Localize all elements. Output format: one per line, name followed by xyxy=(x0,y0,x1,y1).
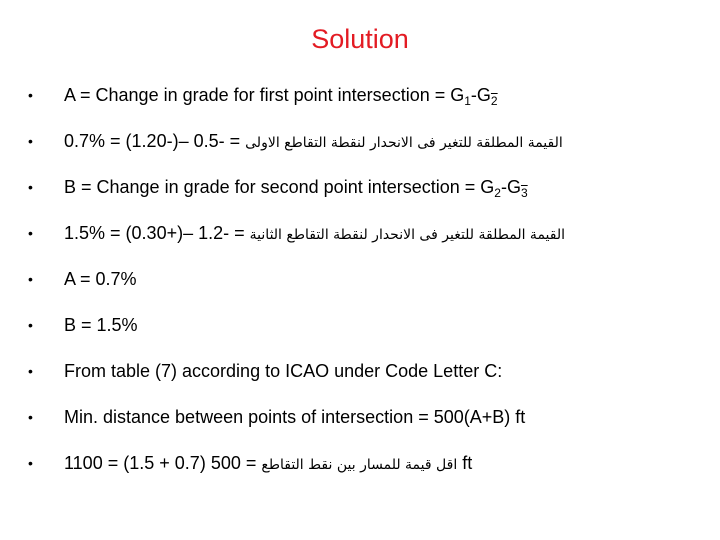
bullet-icon: • xyxy=(28,225,33,241)
bullet-icon: • xyxy=(28,363,33,379)
definition-text: -G xyxy=(500,177,521,197)
bullet-icon: • xyxy=(28,455,33,471)
slide-title: Solution xyxy=(311,24,409,54)
arabic-label: القيمة المطلقة للتغير فى الانحدار لنقطة التقاطع الثانية xyxy=(249,227,565,243)
subscript: 1 xyxy=(464,94,471,108)
bullet-icon: • xyxy=(28,87,33,103)
bullet-item-a-value xyxy=(28,262,708,308)
bullet-item-calc-a xyxy=(28,124,708,170)
bullet-icon: • xyxy=(28,179,33,195)
equation-text: = -1.2 –(+0.30) = 1.5% xyxy=(64,223,250,243)
subscript: 2 xyxy=(490,94,498,108)
bullet-list xyxy=(28,78,708,492)
subscript: 2 xyxy=(494,186,501,200)
bullet-item-final-result xyxy=(28,446,708,492)
bullet-text: A = 0.7% xyxy=(64,269,137,289)
definition-text: -G xyxy=(470,85,491,105)
bullet-text xyxy=(64,216,565,252)
definition-text: A = Change in grade for first point intersection = G xyxy=(64,85,465,105)
bullet-item-grade-change-b xyxy=(28,170,708,216)
bullet-item-table-reference xyxy=(28,354,708,400)
arabic-label: اقل قيمة للمسار بين نقط التقاطع xyxy=(261,457,458,473)
arabic-label: القيمة المطلقة للتغير فى الانحدار لنقطة التقاطع الاولى xyxy=(245,135,563,151)
bullet-text xyxy=(64,78,498,112)
bullet-icon: • xyxy=(28,409,33,425)
bullet-text: B = 1.5% xyxy=(64,315,138,335)
bullet-item-calc-b xyxy=(28,216,708,262)
equation-text: = 500 (0.7 + 1.5) = 1100 ft xyxy=(64,453,473,473)
definition-text: B = Change in grade for second point intersection = G xyxy=(64,177,495,197)
bullet-text: From table (7) according to ICAO under Code Letter C: xyxy=(64,361,503,381)
bullet-text xyxy=(64,170,528,204)
bullet-text xyxy=(64,124,563,160)
bullet-icon: • xyxy=(28,317,33,333)
bullet-item-b-value xyxy=(28,308,708,354)
bullet-text: Min. distance between points of intersection = 500(A+B) ft xyxy=(64,407,526,427)
bullet-text xyxy=(64,446,472,482)
bullet-icon: • xyxy=(28,133,33,149)
bullet-icon: • xyxy=(28,271,33,287)
subscript: 3 xyxy=(520,186,528,200)
equation-text: = -0.5 –(-1.20) = 0.7% xyxy=(64,131,246,151)
bullet-item-min-distance xyxy=(28,400,708,446)
bullet-item-grade-change-a xyxy=(28,78,708,124)
